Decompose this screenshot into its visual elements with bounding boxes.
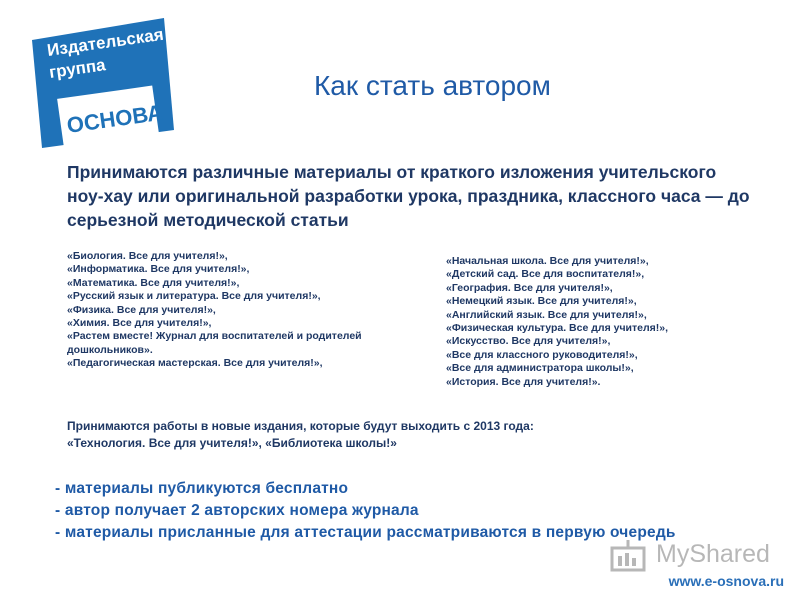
new-publications-note: [67, 418, 687, 452]
list-item: «Детский сад. Все для воспитателя!»,: [446, 268, 645, 281]
list-item: «Немецкий язык. Все для учителя!»,: [446, 295, 637, 308]
benefit-item: - материалы присланные для аттестации рассматриваются в первую очередь: [55, 524, 676, 541]
journal-list-left: [67, 250, 397, 371]
list-item: «Начальная школа. Все для учителя!»,: [446, 255, 649, 267]
list-item: «География. Все для учителя!»,: [446, 281, 613, 294]
list-item: «Математика. Все для учителя!»,: [67, 276, 240, 289]
list-item: «Педагогическая мастерская. Все для учителя!»,: [67, 357, 323, 370]
list-item: «Информатика. Все для учителя!»,: [67, 263, 250, 276]
logo-line1: Издательская: [45, 24, 165, 60]
logo-line2: группа: [47, 55, 107, 82]
list-item: «Русский язык и литература. Все для учителя!»,: [67, 290, 321, 303]
list-item: «Растем вместе! Журнал для воспитателей и родителей дошкольников».: [67, 330, 362, 356]
list-item: «Все для классного руководителя!»,: [446, 348, 638, 361]
list-item: «Английский язык. Все для учителя!»,: [446, 308, 647, 321]
watermark-text: MyShared: [656, 540, 770, 568]
journal-list-right: [446, 255, 786, 389]
list-item: «Химия. Все для учителя!»,: [67, 317, 212, 330]
watermark: [608, 536, 768, 576]
benefit-item: - материалы публикуются бесплатно: [55, 480, 349, 497]
website-link[interactable]: www.e-osnova.ru: [668, 573, 784, 589]
new-publications-line2: «Технология. Все для учителя!», «Библиотека школы!»: [67, 436, 397, 450]
logo-brand: ОСНОВА: [65, 99, 165, 138]
new-publications-line1: Принимаются работы в новые издания, которые будут выходить с 2013 года:: [67, 419, 534, 433]
benefit-item: - автор получает 2 авторских номера журнала: [55, 502, 419, 519]
list-item: «Биология. Все для учителя!»,: [67, 250, 228, 262]
page-title: Как стать автором: [314, 70, 551, 101]
lead-paragraph: Принимаются различные материалы от краткого изложения учительского ноу-хау или оригинальной разработки урока, праздника, классного часа — до серьезной методической статьи: [67, 162, 750, 230]
publisher-logo: [24, 18, 174, 148]
logo-graphic: [24, 18, 174, 148]
list-item: «История. Все для учителя!».: [446, 375, 601, 388]
list-item: «Физика. Все для учителя!»,: [67, 303, 216, 316]
benefits-list: [55, 478, 795, 544]
list-item: «Все для администратора школы!»,: [446, 362, 634, 375]
list-item: «Физическая культура. Все для учителя!»,: [446, 322, 669, 335]
list-item: «Искусство. Все для учителя!»,: [446, 335, 611, 348]
